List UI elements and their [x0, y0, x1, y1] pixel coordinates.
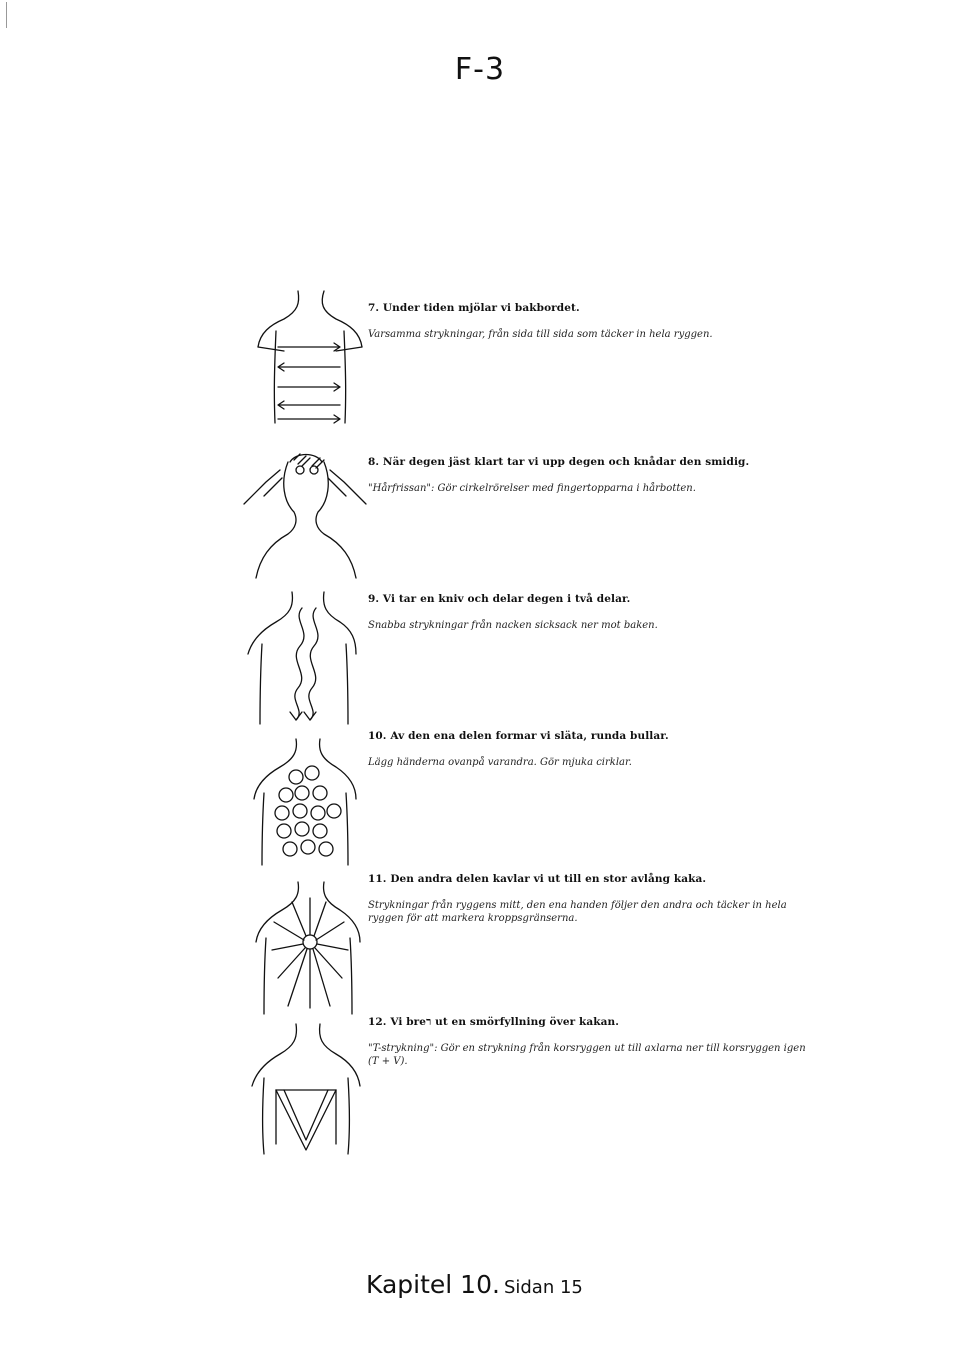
page-footer — [366, 1270, 583, 1299]
step-description: "T-strykning": Gör en strykning från korsryggen ut till axlarna ner till korsryggen igen (T + V). — [368, 1043, 806, 1067]
step-description: Varsamma strykningar, från sida till sida som täcker in hela ryggen. — [368, 329, 713, 340]
illustration-t-v-strokes — [248, 1020, 364, 1156]
step-description: Strykningar från ryggens mitt, den ena handen följer den andra och täcker in hela ryggen för att markera kroppsgränserna. — [368, 900, 787, 924]
step-12 — [368, 1016, 808, 1068]
step-description: Lägg händerna ovanpå varandra. Gör mjuka cirklar. — [368, 757, 632, 768]
illustration-side-to-side-strokes — [254, 287, 366, 427]
step-description: Snabba strykningar från nacken sicksack ner mot baken. — [368, 620, 658, 631]
step-8 — [368, 456, 808, 495]
step-title: 10. Av den ena delen formar vi släta, runda bullar. — [368, 730, 669, 742]
illustration-scalp-massage — [240, 448, 370, 580]
chapter-label: Kapitel 10. — [366, 1270, 500, 1299]
step-description: "Hårfrissan": Gör cirkelrörelser med fingertopparna i hårbotten. — [368, 483, 696, 494]
step-11 — [368, 873, 808, 925]
scan-edge-mark — [6, 2, 7, 28]
illustration-radial-strokes — [252, 878, 364, 1016]
step-title: 12. Vi breר ut en smörfyllning över kakan. — [368, 1016, 620, 1028]
illustration-circles — [250, 735, 360, 867]
step-9 — [368, 593, 808, 632]
page-code: F-3 — [454, 52, 506, 87]
step-title: 7. Under tiden mjölar vi bakbordet. — [368, 302, 580, 314]
step-title: 9. Vi tar en kniv och delar degen i två delar. — [368, 593, 631, 605]
page-number: Sidan 15 — [503, 1277, 583, 1298]
step-title: 11. Den andra delen kavlar vi ut till en stor avlång kaka. — [368, 873, 707, 885]
step-7 — [368, 302, 808, 341]
step-10 — [368, 730, 808, 769]
step-title: 8. När degen jäst klart tar vi upp degen och knådar den smidig. — [368, 456, 750, 468]
illustration-zigzag-strokes — [244, 588, 360, 726]
